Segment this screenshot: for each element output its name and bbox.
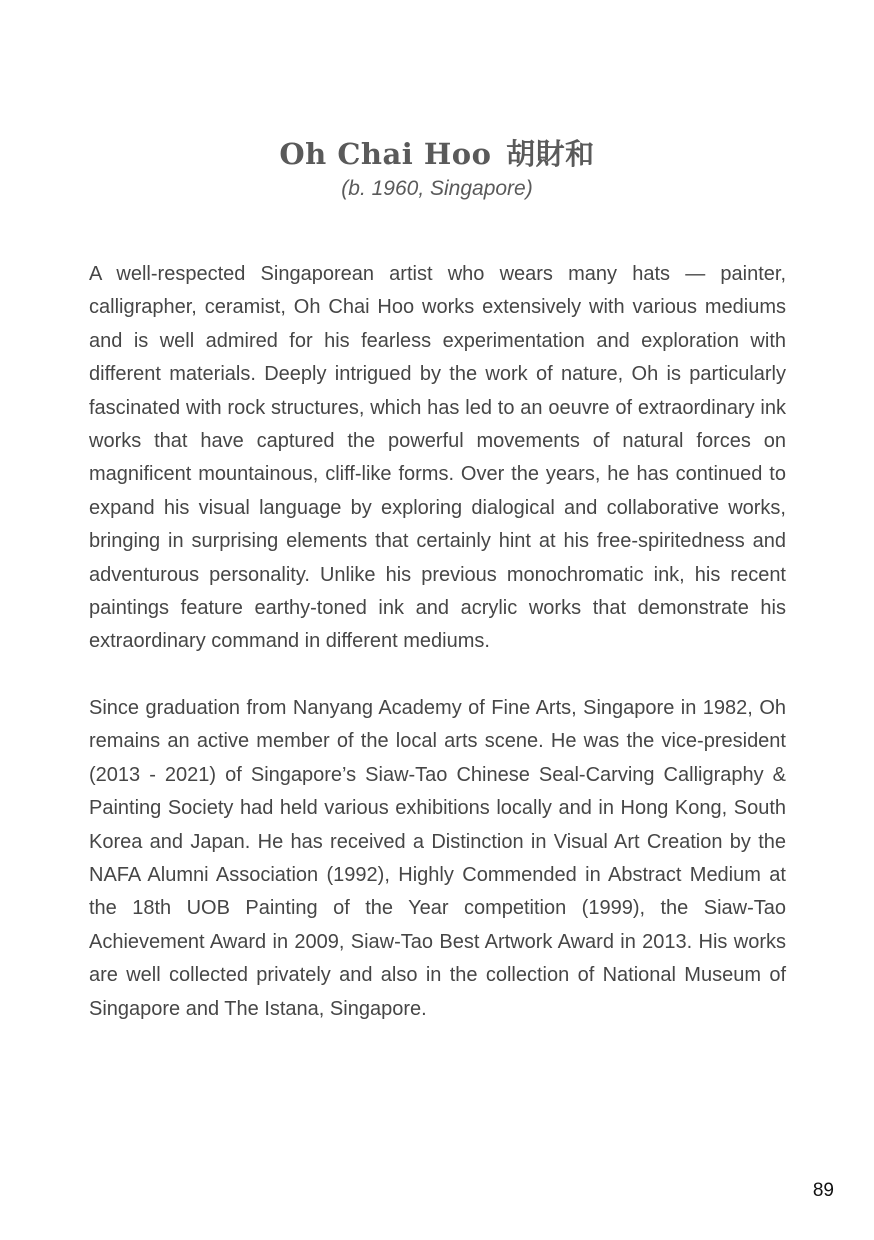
biography-paragraph-1: A well-respected Singaporean artist who wears many hats — painter, calligrapher, ceramist, Oh Chai Hoo works extensively with various mediums and is well admired for his fearless experimentation and exploration with different materials. Deeply intrigued by the work of nature, Oh is particularly fascinated with rock structures, which has led to an oeuvre of extraordinary ink works that have captured the powerful movements of natural forces on magnificent mountainous, cliff-like forms. Over the years, he has continued to expand his visual language by exploring dialogical and collaborative works, bringing in surprising elements that certainly hint at his free-spiritedness and adventurous personality. Unlike his previous monochromatic ink, his recent paintings feature earthy-toned ink and acrylic works that demonstrate his extraordinary command in different mediums. [89,263,786,653]
biography-paragraph-2: Since graduation from Nanyang Academy of Fine Arts, Singapore in 1982, Oh remains an active member of the local arts scene. He was the vice-president (2013 - 2021) of Singapore’s Siaw-Tao Chinese Seal-Carving Calligraphy & Painting Society had held various exhibitions locally and in Hong Kong, South Korea and Japan. He has received a Distinction in Visual Art Creation by the NAFA Alumni Association (1992), Highly Commended in Abstract Medium at the 18th UOB Painting of the Year competition (1999), the Siaw-Tao Achievement Award in 2009, Siaw-Tao Best Artwork Award in 2013. His works are well collected privately and also in the collection of National Museum of Singapore and The Istana, Singapore. [89,696,786,1020]
artist-name-chinese: 胡財和 [506,137,595,171]
page-header [0,132,874,202]
page-number: 89 [812,1180,834,1201]
artist-name-heading [0,132,874,176]
artist-name: Oh Chai Hoo [279,137,492,171]
biography [89,258,786,1026]
artist-birth-info: (b. 1960, Singapore) [341,177,533,200]
